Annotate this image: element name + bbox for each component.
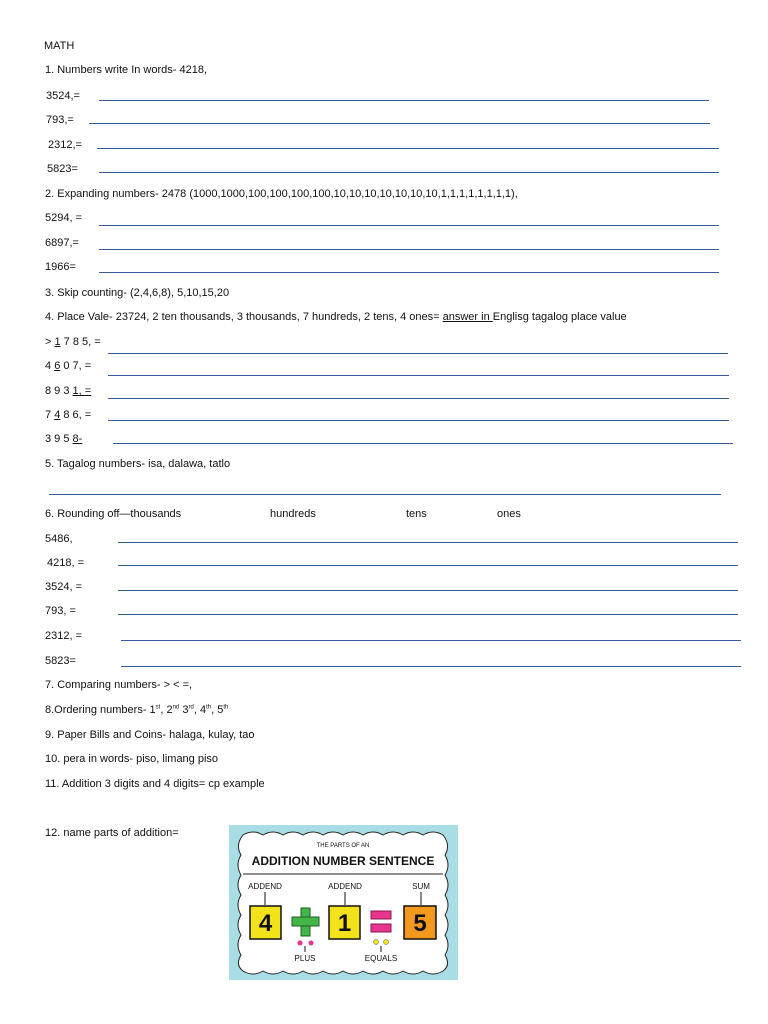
label-addend-2: ADDEND <box>328 882 362 891</box>
digit-prefix: 3 9 5 <box>45 433 73 445</box>
underlined-digit: 1, = <box>72 385 92 397</box>
section-11-heading: 11. Addition 3 digits and 4 digits= cp example <box>45 778 265 790</box>
answer-line[interactable] <box>121 640 741 641</box>
section-4-heading <box>45 310 627 324</box>
answer-line[interactable] <box>99 225 719 226</box>
answer-line[interactable] <box>118 542 738 543</box>
digit-suffix: 7 8 5, = <box>60 336 101 348</box>
picture-top-text: THE PARTS OF AN <box>316 843 370 849</box>
label-sum: SUM <box>412 882 430 891</box>
answer-line[interactable] <box>97 148 719 149</box>
answer-line[interactable] <box>108 353 728 354</box>
answer-line[interactable] <box>99 100 709 101</box>
ordinal-number: 1 <box>149 704 156 716</box>
digit-prefix: 7 <box>45 409 55 421</box>
s4-item-1 <box>45 335 101 349</box>
equals-sign-icon <box>371 911 391 919</box>
column-tens: tens <box>406 508 427 520</box>
s6-item-6: 5823= <box>45 655 76 667</box>
section-8-heading: 8.Ordering numbers- 1st, 2nd 3rd, 4th, 5th <box>45 704 229 716</box>
section-3-heading: 3. Skip counting- (2,4,6,8), 5,10,15,20 <box>45 287 230 299</box>
underlined-digit: 8- <box>72 433 83 445</box>
section-2-heading: 2. Expanding numbers- 2478 (1000,1000,100,100,100,100,10,10,10,10,10,10,10,1,1,1,1,1,1,1,1), <box>45 188 518 200</box>
worksheet-title: MATH <box>44 40 75 52</box>
answer-line[interactable] <box>108 375 729 376</box>
s2-item-1: 5294, = <box>45 212 83 224</box>
equals-feet-icon <box>384 940 389 945</box>
s6-item-3: 3524, = <box>45 581 83 593</box>
label-equals: EQUALS <box>364 954 398 963</box>
ordinal-suffix: rd <box>188 704 194 711</box>
section-1-heading: 1. Numbers write In words- 4218, <box>45 64 208 76</box>
answer-line[interactable] <box>49 494 721 495</box>
number-4: 4 <box>258 910 273 937</box>
equals-sign-icon <box>371 924 391 932</box>
answer-line[interactable] <box>108 420 729 421</box>
label-plus: PLUS <box>294 954 316 963</box>
s4-item-2 <box>45 359 91 373</box>
section-9-heading: 9. Paper Bills and Coins- halaga, kulay, tao <box>45 729 255 741</box>
plus-sign-icon <box>292 917 319 926</box>
underlined-digit: 1 <box>54 336 61 348</box>
underlined-digit: 4 <box>54 409 61 421</box>
answer-line[interactable] <box>99 172 719 173</box>
s1-item-2: 793,= <box>46 114 74 126</box>
s4-item-3 <box>45 384 91 398</box>
plus-feet-icon <box>298 941 303 946</box>
plus-feet-icon <box>309 941 314 946</box>
s4-heading-part-c: Englisg tagalog place value <box>492 311 627 323</box>
s1-item-1: 3524,= <box>46 90 80 102</box>
s4-item-4 <box>45 408 91 422</box>
picture-banner: ADDITION NUMBER SENTENCE <box>251 854 435 868</box>
s4-item-5 <box>45 432 82 446</box>
answer-line[interactable] <box>118 590 738 591</box>
addition-parts-picture <box>229 825 458 980</box>
answer-line[interactable] <box>121 666 741 667</box>
s6-item-2: 4218, = <box>47 557 85 569</box>
ordinal-suffix: nd <box>172 704 180 711</box>
ordinal-number: 3 <box>182 704 189 716</box>
s6-item-1: 5486, <box>45 533 73 545</box>
section-5-heading: 5. Tagalog numbers- isa, dalawa, tatlo <box>45 458 231 470</box>
section-12-heading: 12. name parts of addition= <box>45 827 179 839</box>
ordinal-suffix: st <box>155 704 161 711</box>
digit-suffix: 0 7, = <box>60 360 92 372</box>
answer-line[interactable] <box>108 398 729 399</box>
digit-prefix: 4 <box>45 360 55 372</box>
digit-suffix: 8 6, = <box>60 409 92 421</box>
answer-line[interactable] <box>99 249 719 250</box>
s2-item-2: 6897,= <box>45 237 79 249</box>
underlined-digit: 6 <box>54 360 61 372</box>
answer-line[interactable] <box>99 272 719 273</box>
equals-feet-icon <box>374 940 379 945</box>
s2-item-3: 1966= <box>45 261 76 273</box>
s4-heading-underlined: answer in <box>442 311 493 323</box>
ordering-prefix: 8.Ordering numbers- <box>45 704 150 716</box>
answer-line[interactable] <box>89 123 710 124</box>
ordinal-suffix: th <box>223 704 229 711</box>
number-1: 1 <box>337 910 352 937</box>
digit-prefix: 8 9 3 <box>45 385 73 397</box>
ordinal-number: 4 <box>199 704 207 716</box>
answer-line[interactable] <box>113 443 733 444</box>
label-addend-1: ADDEND <box>248 882 282 891</box>
section-6-heading: 6. Rounding off—thousands <box>45 508 182 520</box>
s1-item-4: 5823= <box>47 163 78 175</box>
number-5: 5 <box>413 910 427 937</box>
s1-item-3: 2312,= <box>48 139 82 151</box>
ordinal-number: 2 <box>166 704 173 716</box>
answer-line[interactable] <box>118 565 738 566</box>
section-10-heading: 10. pera in words- piso, limang piso <box>45 753 219 765</box>
digit-prefix: > <box>45 336 55 348</box>
section-7-heading: 7. Comparing numbers- > < =, <box>45 679 193 691</box>
column-ones: ones <box>497 508 521 520</box>
s6-item-5: 2312, = <box>45 630 83 642</box>
s6-item-4: 793, = <box>45 605 76 617</box>
column-hundreds: hundreds <box>270 508 316 520</box>
s4-heading-part-a: 4. Place Vale- 23724, 2 ten thousands, 3 thousands, 7 hundreds, 2 tens, 4 ones= <box>45 311 443 323</box>
ordinal-suffix: th <box>206 704 212 711</box>
answer-line[interactable] <box>118 614 738 615</box>
ordinal-number: 5 <box>217 704 224 716</box>
